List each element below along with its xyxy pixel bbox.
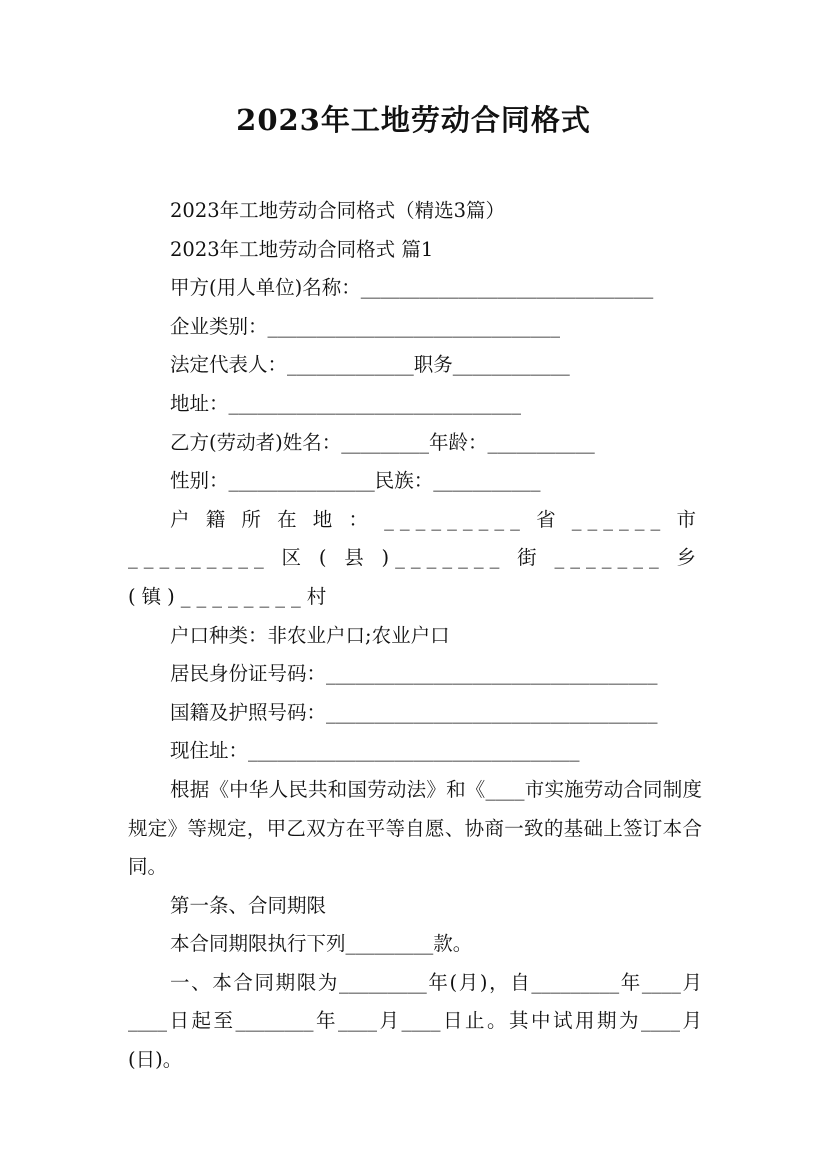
household-type-field: 户口种类：非农业户口;农业户口 xyxy=(170,623,450,647)
document-title: 2023年工地劳动合同格式 xyxy=(236,103,591,137)
document-body xyxy=(128,192,702,1080)
legal-representative-field: 法定代表人：_____________职务____________ xyxy=(170,353,570,377)
article-1-heading: 第一条、合同期限 xyxy=(170,893,327,917)
id-number-field: 居民身份证号码：__________________________________ xyxy=(170,662,658,686)
household-registration-paragraph: 户籍所在地：_________省______市_________区(县)_______街_______乡(镇)________村 xyxy=(128,507,702,608)
employer-name-field: 甲方(用人单位)名称：______________________________ xyxy=(170,276,654,300)
section-heading: 2023年工地劳动合同格式 篇1 xyxy=(170,237,434,261)
term-clause-line: 本合同期限执行下列_________款。 xyxy=(170,932,473,956)
nationality-passport-field: 国籍及护照号码：__________________________________ xyxy=(170,700,658,724)
current-address-field: 现住址：__________________________________ xyxy=(170,739,580,763)
legal-basis-paragraph: 根据《中华人民共和国劳动法》和《____市实施劳动合同制度规定》等规定，甲乙双方在平等自愿、协商一致的基础上签订本合同。 xyxy=(128,777,702,879)
subtitle-line: 2023年工地劳动合同格式（精选3篇） xyxy=(170,199,506,222)
gender-ethnicity-field: 性别：_______________民族：___________ xyxy=(170,469,541,493)
enterprise-type-field: 企业类别：______________________________ xyxy=(170,314,561,338)
term-period-paragraph: 一、本合同期限为_________年(月)，自_________年____月____日起至________年____月____日止。其中试用期为____月(日)。 xyxy=(128,970,702,1072)
address-field: 地址：______________________________ xyxy=(170,391,522,415)
employee-name-age-field: 乙方(劳动者)姓名：_________年龄：___________ xyxy=(170,430,595,454)
